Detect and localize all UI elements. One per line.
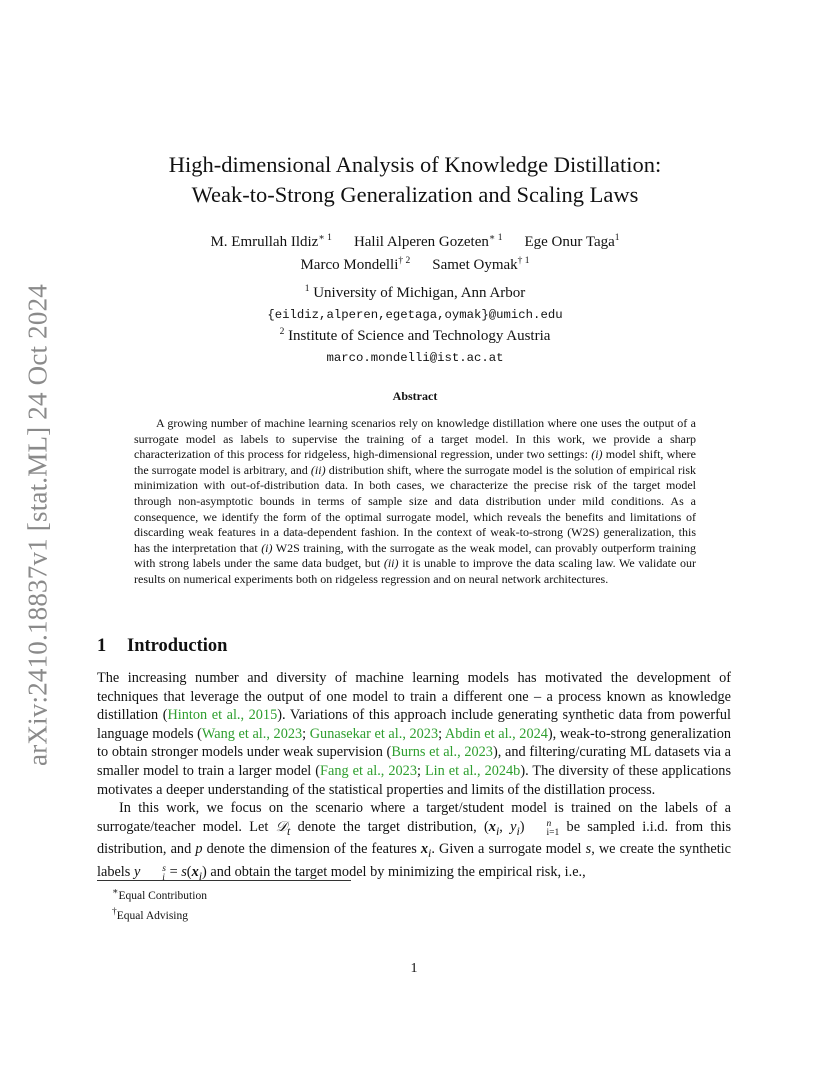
footnote-text: Equal Contribution [118, 889, 207, 902]
section-heading [97, 636, 227, 657]
title-line-2: Weak-to-Strong Generalization and Scaling Laws [191, 182, 639, 207]
math-superscript: n [546, 818, 552, 829]
text-span: denote the target distribution, ( [290, 818, 489, 835]
section-number: 1 [97, 636, 107, 656]
text-span: = [166, 863, 182, 880]
footnote-rule [97, 880, 351, 881]
footnotes [112, 884, 207, 924]
affiliation-email: marco.mondelli@ist.ac.at [326, 351, 504, 365]
text-span: . Given a surrogate model [431, 841, 586, 858]
paper-title [100, 150, 730, 210]
math-superscript: s [162, 863, 166, 874]
affiliation-mark: 2 [279, 327, 285, 337]
author-row-2 [100, 252, 730, 275]
math-symbol: x [488, 818, 496, 835]
citation-link[interactable]: Lin et al., 2024b [424, 762, 521, 779]
footnote [112, 904, 207, 924]
author-name: Samet Oymak [432, 257, 518, 273]
footnote-mark: † [112, 906, 117, 917]
citation-link[interactable]: Burns et al., 2023 [391, 744, 493, 761]
abstract-enum: (i) [261, 540, 273, 555]
citation-link[interactable]: Fang et al., 2023 [320, 762, 417, 779]
body-text [97, 669, 731, 885]
author-mark: † 1 [517, 256, 530, 266]
page-number: 1 [410, 961, 418, 976]
math-subscript: t [287, 823, 291, 838]
text-span: ) and obtain the target model by minimizing the empirical risk, i.e., [202, 863, 586, 880]
math-subscript: i=1 [546, 827, 560, 838]
citation-link[interactable]: Gunasekar et al., 2023 [309, 725, 439, 742]
math-subscript: i [428, 846, 432, 861]
math-subscript: i [516, 823, 520, 838]
abstract-text-span: distribution shift, where the surrogate model is the solution of empirical risk minimization with out-of-distribution data. In both cases, we characterize the precise risk of the target model through non-asymptotic bounds in terms of sample size and data distribution under mild conditions. As a consequence, we identify the form of the optimal surrogate model, which reveals the benefits and limitations of discarding weak features in a data-dependent fashion. In the context of weak-to-strong (W2S) generalization, this has the interpretation that [134, 462, 696, 555]
author-mark: ∗ 1 [318, 233, 332, 243]
paragraph-1 [97, 669, 731, 799]
title-line-1: High-dimensional Analysis of Knowledge Distillation: [168, 152, 662, 177]
abstract-text [134, 416, 696, 588]
abstract-text-span: model shift, where the surrogate model is arbitrary, and [134, 447, 696, 477]
math-subscript: i [162, 872, 165, 883]
text-span: , [499, 818, 511, 835]
text-span: The increasing number and diversity of machine learning models has motivated the development of techniques that leverage the output of one model to train a different one – a process known as knowledge distillation ( [97, 670, 731, 724]
author-mark: ∗ 1 [488, 233, 503, 243]
arxiv-stamp: arXiv:2410.18837v1 [stat.ML] 24 Oct 2024 [22, 284, 53, 766]
math-symbol: x [420, 841, 429, 858]
text-span: , we create the synthetic labels [97, 841, 731, 880]
text-span: ). The diversity of these applications motivates a deeper understanding of the statistical properties and limits of the distillation process. [97, 762, 732, 798]
abstract-text-span: A growing number of machine learning scenarios rely on knowledge distillation where one uses the output of a surrogate model as labels to supervise the training of a target model. In this work, we provide a sharp characterization of this process for ridgeless, high-dimensional regression, under two settings: [134, 416, 696, 462]
text-span: ; [416, 762, 425, 779]
author-name: Halil Alperen Gozeten [353, 234, 489, 250]
text-span: be sampled i.i.d. from this distribution, and [97, 818, 732, 858]
math-symbol: s [181, 863, 187, 880]
text-span: ). Variations of this approach include generating synthetic data from powerful language models ( [97, 707, 731, 742]
author-mark: † 2 [398, 256, 411, 266]
text-span: ), weak-to-strong generalization to obtain stronger models under weak supervision ( [97, 725, 732, 761]
abstract-text-span: W2S training, with the surrogate as the weak model, can provably outperform training with strong labels under the same data budget, but [134, 540, 696, 571]
citation-link[interactable]: Hinton et al., 2015 [167, 707, 278, 724]
math-symbol: y [510, 818, 517, 835]
footnote [112, 884, 207, 904]
affiliation-name: Institute of Science and Technology Austria [288, 328, 551, 344]
math-symbol: s [585, 841, 592, 858]
author-name: Marco Mondelli [300, 257, 399, 273]
footnote-text: Equal Advising [116, 909, 188, 922]
affiliation-1 [100, 280, 730, 325]
text-span: In this work, we focus on the scenario where a target/student model is trained on the labels of a surrogate/teacher model. Let [97, 800, 731, 835]
author-mark: 1 [614, 233, 620, 243]
abstract-enum: (ii) [383, 556, 399, 571]
math-symbol: x [191, 863, 199, 880]
affiliation-name: University of Michigan, Ann Arbor [313, 285, 526, 301]
text-span: ), and filtering/curating ML datasets via a smaller model to train a larger model ( [97, 744, 731, 779]
text-span: ) [519, 818, 525, 835]
author-name: Ege Onur Taga [524, 234, 615, 250]
abstract-enum: (i) [591, 447, 603, 462]
author-name: M. Emrullah Ildiz [210, 234, 319, 250]
abstract-text-span: it is unable to improve the data scaling law. We validate our results on numerical experiments both on ridgeless regression and on neural network architectures. [134, 556, 696, 586]
text-span: ; [302, 725, 310, 742]
abstract-heading: Abstract [392, 389, 438, 403]
footnote-mark: ∗ [112, 887, 119, 897]
affiliation-mark: 1 [304, 284, 310, 294]
citation-link[interactable]: Abdin et al., 2024 [444, 725, 548, 742]
text-span: ( [186, 863, 192, 880]
text-span: ; [438, 725, 445, 742]
math-subscript: i [495, 823, 500, 838]
citation-link[interactable]: Wang et al., 2023 [201, 725, 303, 742]
paragraph-2 [97, 799, 731, 885]
math-symbol: p [195, 841, 203, 858]
math-symbol: y [133, 863, 141, 880]
author-list [100, 229, 730, 275]
affiliation-email: {eildiz,alperen,egetaga,oymak}@umich.edu [267, 308, 563, 322]
abstract-enum: (ii) [310, 462, 326, 477]
section-title: Introduction [127, 636, 228, 656]
text-span: denote the dimension of the features [202, 841, 421, 858]
math-symbol: 𝒟 [275, 818, 288, 835]
affiliation-2 [100, 323, 730, 368]
math-subscript: i [198, 868, 203, 883]
author-row-1 [100, 229, 730, 252]
